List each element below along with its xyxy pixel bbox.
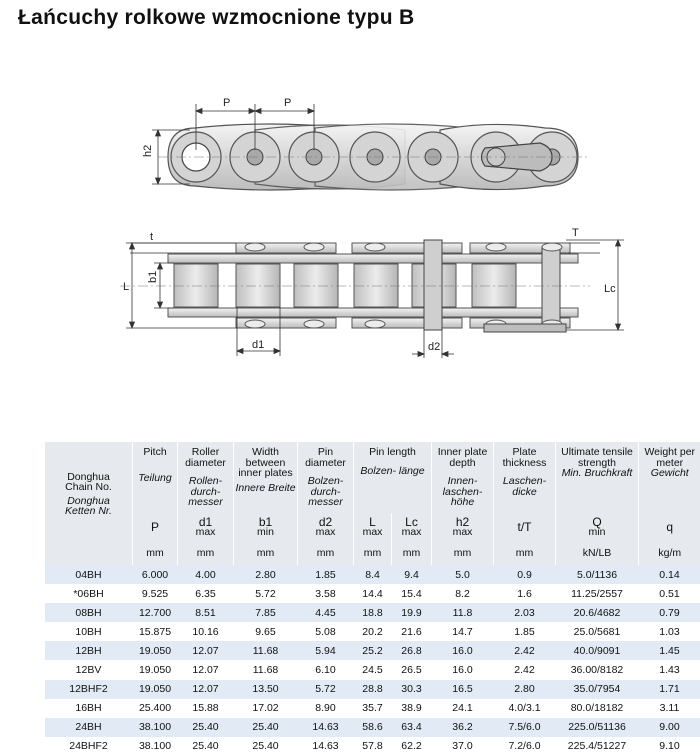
table-cell: 57.8 bbox=[354, 737, 392, 756]
chain-number-cell: 04BH bbox=[45, 565, 133, 584]
table-cell: 5.0/1136 bbox=[556, 565, 639, 584]
table-cell: 4.45 bbox=[298, 603, 354, 622]
table-cell: 25.2 bbox=[354, 641, 392, 660]
unit-d1: mm bbox=[178, 541, 234, 565]
chain-number-cell: *06BH bbox=[45, 584, 133, 603]
table-cell: 15.88 bbox=[178, 699, 234, 718]
table-row bbox=[45, 641, 700, 660]
table-cell: 5.72 bbox=[298, 680, 354, 699]
b1-dimension bbox=[154, 263, 174, 308]
table-cell: 1.71 bbox=[639, 680, 700, 699]
table-cell: 24.1 bbox=[432, 699, 494, 718]
t-label: t bbox=[150, 231, 153, 243]
header-pin-diameter: Pin diameter Bolzen- durch- messer bbox=[298, 442, 354, 513]
table-cell: 26.8 bbox=[392, 641, 432, 660]
table-cell: 9.525 bbox=[133, 584, 178, 603]
table-cell: 25.40 bbox=[178, 737, 234, 756]
table-cell: 7.85 bbox=[234, 603, 298, 622]
table-cell: 13.50 bbox=[234, 680, 298, 699]
sym-P: P bbox=[133, 513, 178, 541]
table-cell: 9.10 bbox=[639, 737, 700, 756]
table-cell: 80.0/18182 bbox=[556, 699, 639, 718]
specification-table bbox=[44, 442, 700, 756]
chain-number-cell: 12BV bbox=[45, 660, 133, 679]
table-cell: 20.6/4682 bbox=[556, 603, 639, 622]
d2-label: d2 bbox=[428, 341, 440, 353]
table-cell: 16.5 bbox=[432, 680, 494, 699]
table-cell: 25.40 bbox=[178, 718, 234, 737]
table-body bbox=[45, 565, 700, 756]
table-cell: 30.3 bbox=[392, 680, 432, 699]
table-row bbox=[45, 718, 700, 737]
table-cell: 6.10 bbox=[298, 660, 354, 679]
header-plate-thickness: Plate thickness Laschen- dicke bbox=[494, 442, 556, 513]
header-weight: Weight per meter Gewicht bbox=[639, 442, 700, 513]
table-cell: 7.2/6.0 bbox=[494, 737, 556, 756]
unit-h2: mm bbox=[432, 541, 494, 565]
table-row bbox=[45, 699, 700, 718]
table-cell: 36.2 bbox=[432, 718, 494, 737]
table-cell: 38.9 bbox=[392, 699, 432, 718]
table-cell: 25.40 bbox=[234, 718, 298, 737]
table-cell: 16.0 bbox=[432, 641, 494, 660]
table-cell: 3.58 bbox=[298, 584, 354, 603]
table-cell: 37.0 bbox=[432, 737, 494, 756]
table-cell: 2.42 bbox=[494, 641, 556, 660]
sym-tT: t/T bbox=[494, 513, 556, 541]
table-row bbox=[45, 660, 700, 679]
table-cell: 5.94 bbox=[298, 641, 354, 660]
table-cell: 2.03 bbox=[494, 603, 556, 622]
chain-top-view bbox=[120, 240, 590, 332]
table-cell: 11.68 bbox=[234, 641, 298, 660]
table-row bbox=[45, 737, 700, 756]
unit-q: kg/m bbox=[639, 541, 700, 565]
table-cell: 17.02 bbox=[234, 699, 298, 718]
table-cell: 12.07 bbox=[178, 641, 234, 660]
table-row bbox=[45, 680, 700, 699]
header-width-inner: Width between inner plates Innere Breite bbox=[234, 442, 298, 513]
h2-label: h2 bbox=[142, 145, 154, 157]
chain-number-cell: 08BH bbox=[45, 603, 133, 622]
table-cell: 38.100 bbox=[133, 737, 178, 756]
table-cell: 1.43 bbox=[639, 660, 700, 679]
table-cell: 1.03 bbox=[639, 622, 700, 641]
sym-Q: Q min bbox=[556, 513, 639, 541]
table-cell: 40.0/9091 bbox=[556, 641, 639, 660]
table-cell: 24.5 bbox=[354, 660, 392, 679]
table-cell: 20.2 bbox=[354, 622, 392, 641]
header-tensile-strength: Ultimate tensile strength Min. Bruchkraft bbox=[556, 442, 639, 513]
table-cell: 8.4 bbox=[354, 565, 392, 584]
table-row bbox=[45, 565, 700, 584]
sym-Lc: Lc max bbox=[392, 513, 432, 541]
table-cell: 1.85 bbox=[298, 565, 354, 584]
chain-number-cell: 24BH bbox=[45, 718, 133, 737]
table-cell: 9.4 bbox=[392, 565, 432, 584]
table-cell: 3.11 bbox=[639, 699, 700, 718]
sym-h2: h2 max bbox=[432, 513, 494, 541]
table-cell: 6.35 bbox=[178, 584, 234, 603]
table-cell: 11.25/2557 bbox=[556, 584, 639, 603]
table-cell: 12.07 bbox=[178, 680, 234, 699]
table-cell: 14.7 bbox=[432, 622, 494, 641]
table-cell: 8.2 bbox=[432, 584, 494, 603]
table-cell: 7.5/6.0 bbox=[494, 718, 556, 737]
L-label: L bbox=[123, 281, 129, 293]
table-cell: 4.00 bbox=[178, 565, 234, 584]
table-cell: 62.2 bbox=[392, 737, 432, 756]
table-cell: 25.40 bbox=[234, 737, 298, 756]
unit-d2: mm bbox=[298, 541, 354, 565]
pitch-label-2: P bbox=[284, 97, 291, 109]
table-cell: 10.16 bbox=[178, 622, 234, 641]
table-cell: 11.68 bbox=[234, 660, 298, 679]
unit-blank bbox=[45, 541, 133, 565]
table-cell: 12.700 bbox=[133, 603, 178, 622]
table-row bbox=[45, 603, 700, 622]
table-cell: 5.08 bbox=[298, 622, 354, 641]
table-cell: 36.00/8182 bbox=[556, 660, 639, 679]
table-cell: 0.9 bbox=[494, 565, 556, 584]
sym-d1: d1 max bbox=[178, 513, 234, 541]
T-label: T bbox=[572, 227, 579, 239]
table-cell: 4.0/3.1 bbox=[494, 699, 556, 718]
table-cell: 38.100 bbox=[133, 718, 178, 737]
table-cell: 1.45 bbox=[639, 641, 700, 660]
unit-P: mm bbox=[133, 541, 178, 565]
table-cell: 16.0 bbox=[432, 660, 494, 679]
sym-q: q bbox=[639, 513, 700, 541]
d1-label: d1 bbox=[252, 339, 264, 351]
table-cell: 18.8 bbox=[354, 603, 392, 622]
chain-number-cell: 12BH bbox=[45, 641, 133, 660]
table-cell: 15.875 bbox=[133, 622, 178, 641]
table-cell: 14.4 bbox=[354, 584, 392, 603]
chain-number-cell: 10BH bbox=[45, 622, 133, 641]
page-title: Łańcuchy rolkowe wzmocnione typu B bbox=[18, 6, 414, 30]
table-cell: 19.050 bbox=[133, 641, 178, 660]
Lc-label: Lc bbox=[604, 283, 616, 295]
table-cell: 26.5 bbox=[392, 660, 432, 679]
table-cell: 28.8 bbox=[354, 680, 392, 699]
table-cell: 25.0/5681 bbox=[556, 622, 639, 641]
table-cell: 2.80 bbox=[234, 565, 298, 584]
table-cell: 19.050 bbox=[133, 680, 178, 699]
table-cell: 35.0/7954 bbox=[556, 680, 639, 699]
chain-side-view bbox=[158, 124, 590, 190]
table-cell: 6.000 bbox=[133, 565, 178, 584]
table-cell: 225.0/51136 bbox=[556, 718, 639, 737]
table-cell: 1.6 bbox=[494, 584, 556, 603]
table-cell: 19.050 bbox=[133, 660, 178, 679]
sym-b1: b1 min bbox=[234, 513, 298, 541]
chain-no-header: Donghua Chain No. Donghua Ketten Nr. bbox=[45, 442, 133, 541]
sym-L: L max bbox=[354, 513, 392, 541]
table-cell: 63.4 bbox=[392, 718, 432, 737]
header-inner-plate-depth: Inner plate depth Innen- laschen- höhe bbox=[432, 442, 494, 513]
table-cell: 225.4/51227 bbox=[556, 737, 639, 756]
table-cell: 5.72 bbox=[234, 584, 298, 603]
chain-number-cell: 12BHF2 bbox=[45, 680, 133, 699]
table-cell: 2.42 bbox=[494, 660, 556, 679]
table-cell: 11.8 bbox=[432, 603, 494, 622]
table-cell: 2.80 bbox=[494, 680, 556, 699]
unit-Lc: mm bbox=[392, 541, 432, 565]
chain-number-cell: 24BHF2 bbox=[45, 737, 133, 756]
b1-label: b1 bbox=[147, 271, 159, 283]
table-cell: 19.9 bbox=[392, 603, 432, 622]
table-cell: 5.0 bbox=[432, 565, 494, 584]
unit-b1: mm bbox=[234, 541, 298, 565]
table-cell: 15.4 bbox=[392, 584, 432, 603]
table-cell: 0.14 bbox=[639, 565, 700, 584]
header-pitch: Pitch Teilung bbox=[133, 442, 178, 513]
unit-tT: mm bbox=[494, 541, 556, 565]
table-cell: 58.6 bbox=[354, 718, 392, 737]
header-roller-diameter: Roller diameter Rollen- durch- messer bbox=[178, 442, 234, 513]
table-cell: 1.85 bbox=[494, 622, 556, 641]
table-cell: 35.7 bbox=[354, 699, 392, 718]
table-cell: 0.79 bbox=[639, 603, 700, 622]
unit-L: mm bbox=[354, 541, 392, 565]
pitch-label-1: P bbox=[223, 97, 230, 109]
table-cell: 0.51 bbox=[639, 584, 700, 603]
table-row bbox=[45, 622, 700, 641]
unit-Q: kN/LB bbox=[556, 541, 639, 565]
table-cell: 8.51 bbox=[178, 603, 234, 622]
table-cell: 12.07 bbox=[178, 660, 234, 679]
table-cell: 9.65 bbox=[234, 622, 298, 641]
chain-number-cell: 16BH bbox=[45, 699, 133, 718]
table-cell: 25.400 bbox=[133, 699, 178, 718]
table-cell: 9.00 bbox=[639, 718, 700, 737]
header-pin-length: Pin length Bolzen- länge bbox=[354, 442, 432, 513]
table-cell: 14.63 bbox=[298, 737, 354, 756]
table-row bbox=[45, 584, 700, 603]
table-cell: 8.90 bbox=[298, 699, 354, 718]
sym-d2: d2 max bbox=[298, 513, 354, 541]
table-cell: 14.63 bbox=[298, 718, 354, 737]
table-cell: 21.6 bbox=[392, 622, 432, 641]
